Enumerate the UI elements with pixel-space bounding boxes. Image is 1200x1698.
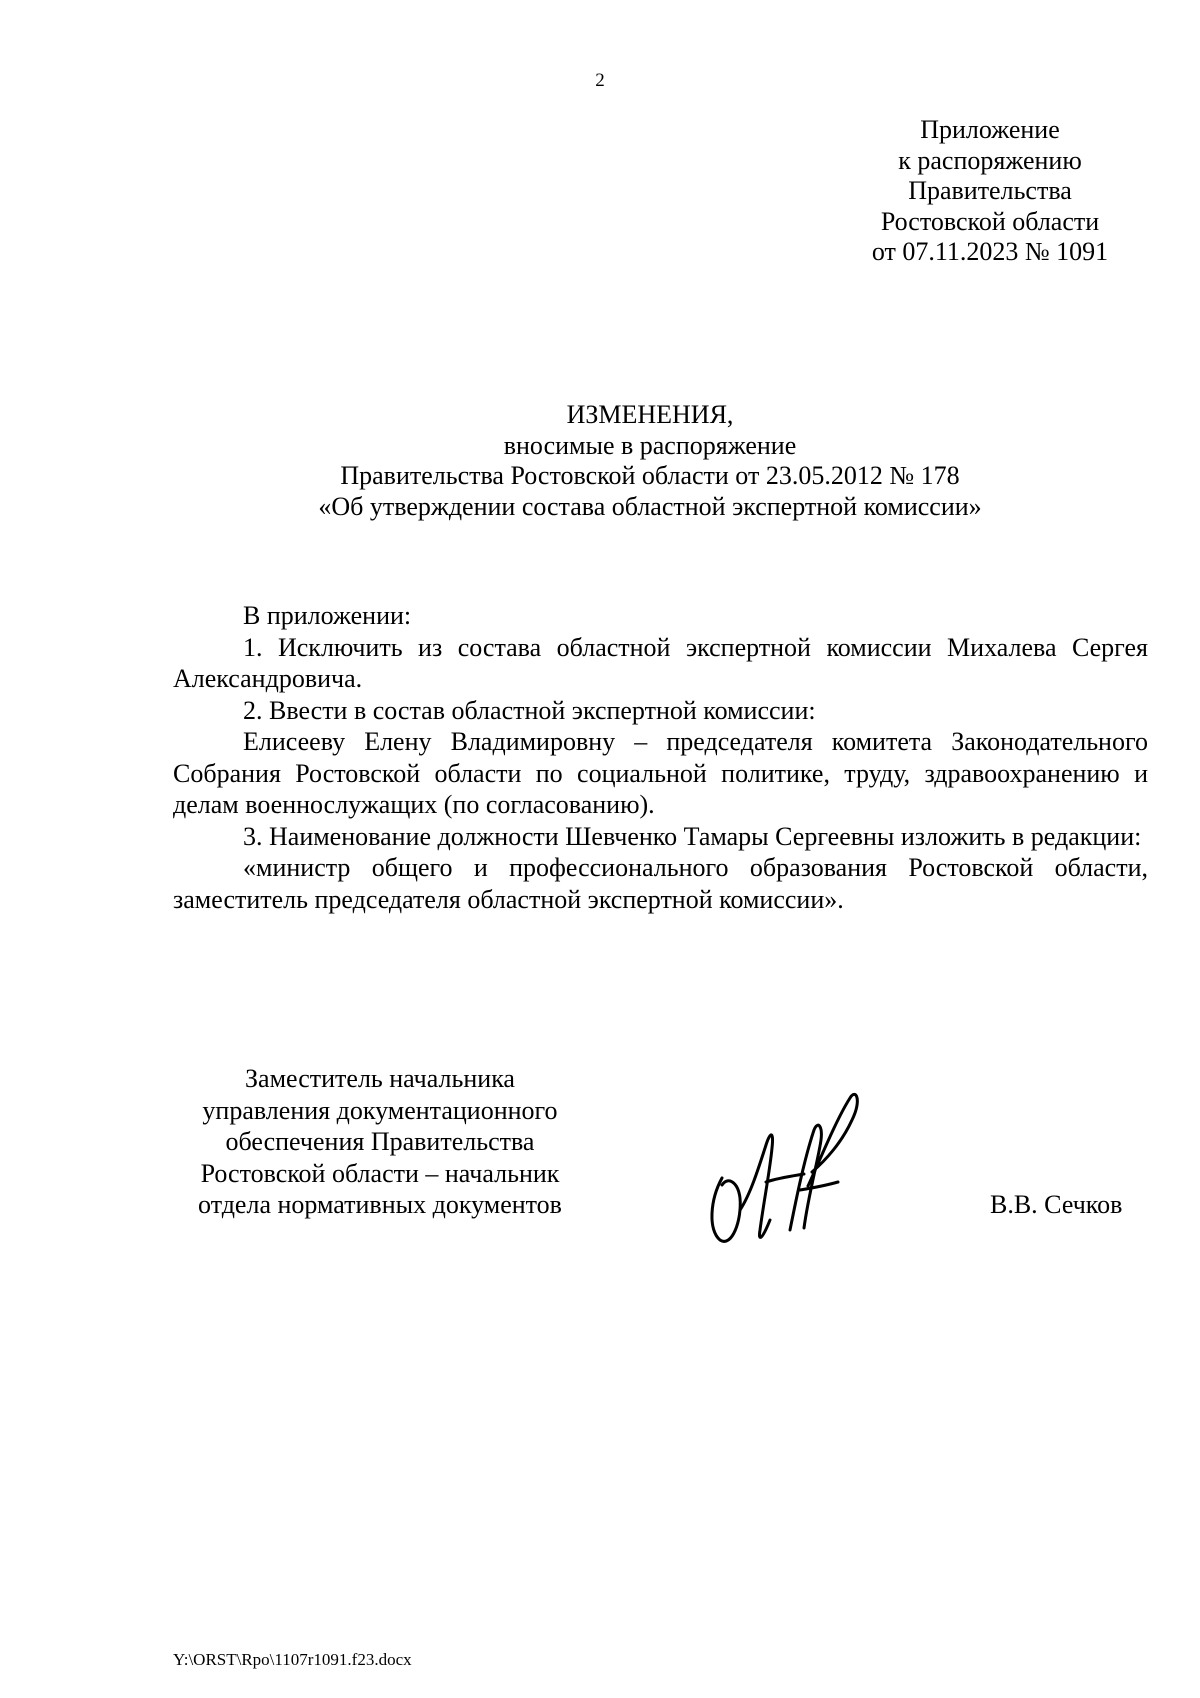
appendix-header xyxy=(790,115,1190,268)
title-line-4: «Об утверждении состава областной экспертной комиссии» xyxy=(318,491,982,521)
title-line-3: Правительства Ростовской области от 23.05.2012 № 178 xyxy=(340,461,960,490)
document-title xyxy=(150,400,1150,522)
document-body xyxy=(173,600,1148,915)
body-item-3: 3. Наименование должности Шевченко Тамары Сергеевны изложить в редакции: xyxy=(243,821,1142,851)
body-item-3-quote: «министр общего и профессионального образования Ростовской области, заместитель председателя областной экспертной комиссии». xyxy=(173,853,1148,914)
signatory-line-4: Ростовской области – начальник xyxy=(200,1158,560,1188)
appendix-line-2: к распоряжению xyxy=(898,145,1082,175)
signatory-name: В.В. Сечков xyxy=(990,1190,1123,1219)
signatory-line-2: управления документационного xyxy=(202,1095,558,1125)
signatory-line-5: отдела нормативных документов xyxy=(198,1190,562,1219)
page-number: 2 xyxy=(595,70,605,91)
appendix-line-3: Правительства xyxy=(908,176,1072,205)
handwritten-signature xyxy=(700,1090,870,1250)
body-item-2: 2. Ввести в состав областной экспертной комиссии: xyxy=(243,695,816,725)
signatory-line-3: обеспечения Правительства xyxy=(225,1127,535,1156)
appendix-line-4: Ростовской области xyxy=(880,206,1100,236)
body-item-1: 1. Исключить из состава областной экспертной комиссии Михалева Сергея Александровича. xyxy=(173,632,1148,693)
title-line-2: вносимые в распоряжение xyxy=(503,430,797,460)
title-heading: ИЗМЕНЕНИЯ, xyxy=(566,400,734,429)
body-item-2-detail: Елисееву Елену Владимировну – председателя комитета Законодательного Собрания Ростовской области по социальной политике, труду, здравоохранению и делам военнослужащих (по согласованию). xyxy=(173,727,1148,819)
body-intro: В приложении: xyxy=(243,601,412,630)
appendix-line-1: Приложение xyxy=(920,115,1060,144)
signatory-line-1: Заместитель начальника xyxy=(245,1064,515,1093)
footer-file-path: Y:\ORST\Rpo\1107r1091.f23.docx xyxy=(173,1650,412,1669)
signatory-position xyxy=(170,1063,590,1221)
appendix-line-5: от 07.11.2023 № 1091 xyxy=(871,237,1109,266)
